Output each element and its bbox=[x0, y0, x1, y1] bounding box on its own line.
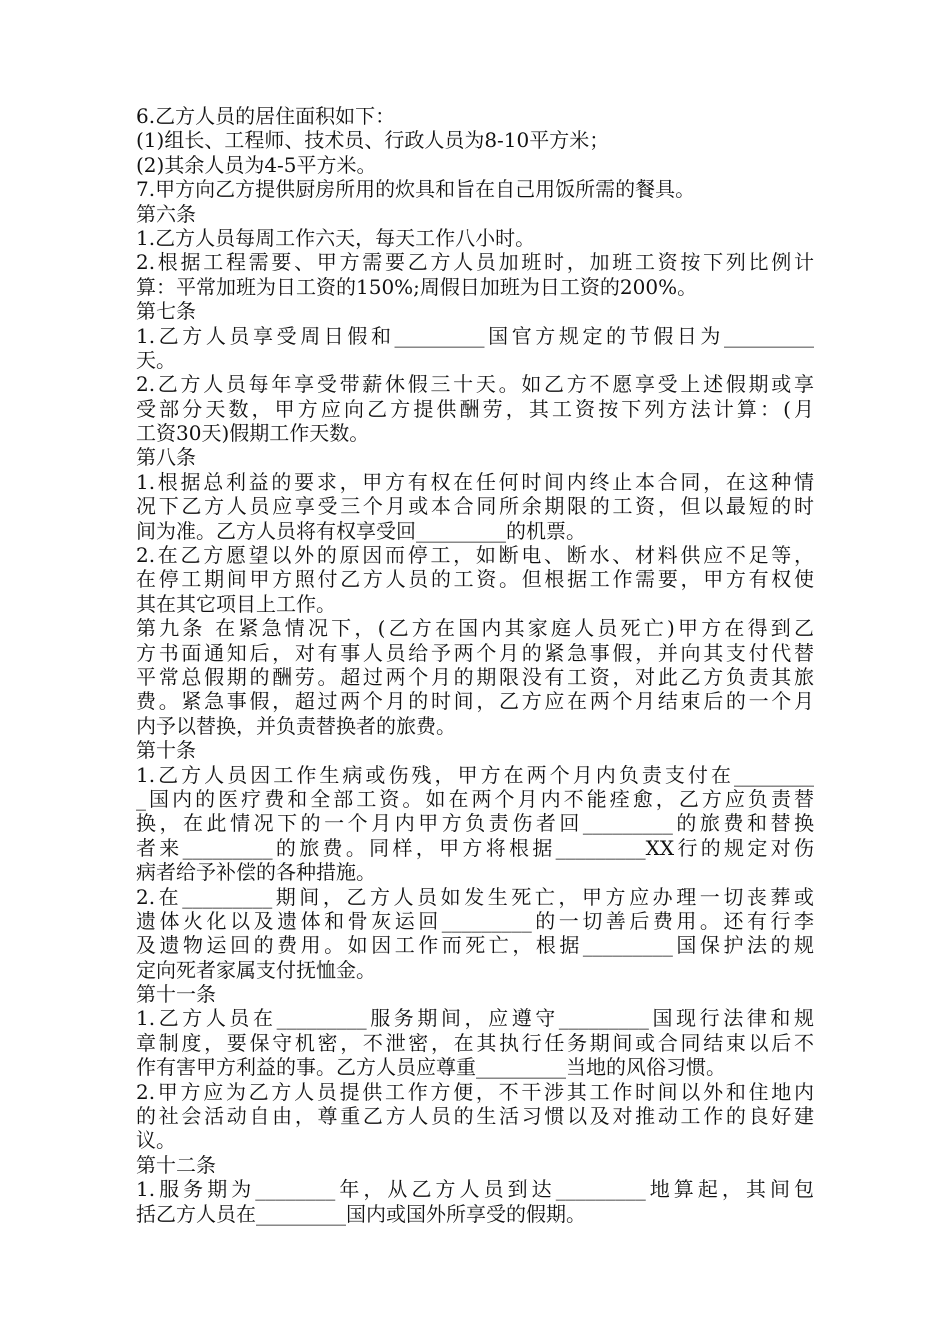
text-line: (1)组长、工程师、技术员、行政人员为8-10平方米； bbox=[136, 128, 610, 153]
document-body bbox=[136, 104, 814, 1226]
text-line: (2)其余人员为4-5平方米。 bbox=[136, 152, 377, 177]
text-line: 2.在乙方愿望以外的原因而停工，如断电、断水、材料供应不足等， bbox=[136, 543, 814, 568]
text-line: 章制度，要保守机密，不泄密，在其执行任务期间或合同结束以后不 bbox=[136, 1030, 814, 1055]
text-line: 费。紧急事假，超过两个月的时间，乙方应在两个月结束后的一个月 bbox=[136, 689, 814, 714]
text-line: 2.在_________期间，乙方人员如发生死亡，甲方应办理一切丧葬或 bbox=[136, 884, 814, 909]
text-line: 换，在此情况下的一个月内甲方负责伤者回_________的旅费和替换 bbox=[136, 811, 814, 836]
text-line: 作有害甲方利益的事。乙方人员应尊重_________当地的风俗习惯。 bbox=[136, 1055, 726, 1080]
text-line: 间为准。乙方人员将有权享受回_________的机票。 bbox=[136, 518, 586, 543]
text-line: 2.乙方人员每年享受带薪休假三十天。如乙方不愿享受上述假期或享 bbox=[136, 372, 814, 397]
text-line: 及遗物运回的费用。如因工作而死亡，根据_________国保护法的规 bbox=[136, 933, 814, 958]
text-line: 的社会活动自由，尊重乙方人员的生活习惯以及对推动工作的良好建 bbox=[136, 1104, 814, 1129]
text-line: 第七条 bbox=[136, 299, 196, 324]
text-line: 病者给予补偿的各种措施。 bbox=[136, 860, 376, 885]
text-line: 1.根据总利益的要求，甲方有权在任何时间内终止本合同，在这种情 bbox=[136, 469, 814, 494]
text-line: 1.乙方人员因工作生病或伤残，甲方在两个月内负责支付在________ bbox=[136, 762, 814, 787]
text-line: 括乙方人员在_________国内或国外所享受的假期。 bbox=[136, 1201, 586, 1226]
text-line: 内予以替换，并负责替换者的旅费。 bbox=[136, 713, 456, 738]
text-line: 定向死者家属支付抚恤金。 bbox=[136, 957, 376, 982]
text-line: 2.根据工程需要、甲方需要乙方人员加班时，加班工资按下列比例计 bbox=[136, 250, 814, 275]
text-line: 况下乙方人员应享受三个月或本合同所余期限的工资，但以最短的时 bbox=[136, 494, 814, 519]
text-line: 其在其它项目上工作。 bbox=[136, 591, 336, 616]
text-line: 7.甲方向乙方提供厨房所用的炊具和旨在自己用饭所需的餐具。 bbox=[136, 177, 696, 202]
text-line: 工资30天)假期工作天数。 bbox=[136, 421, 370, 446]
text-line: 算：平常加班为日工资的150%;周假日加班为日工资的200%。 bbox=[136, 274, 698, 299]
text-line: 第十一条 bbox=[136, 982, 216, 1007]
text-line: 遗体火化以及遗体和骨灰运回_________的一切善后费用。还有行李 bbox=[136, 908, 814, 933]
text-line: 第八条 bbox=[136, 445, 196, 470]
text-line: 天。 bbox=[136, 347, 176, 372]
text-line: 2.甲方应为乙方人员提供工作方便，不干涉其工作时间以外和住地内 bbox=[136, 1079, 814, 1104]
text-line: 第十条 bbox=[136, 738, 196, 763]
text-line: 平常总假期的酬劳。超过两个月的期限没有工资，对此乙方负责其旅 bbox=[136, 664, 814, 689]
text-line: 1.乙方人员每周工作六天，每天工作八小时。 bbox=[136, 225, 536, 250]
text-line: _国内的医疗费和全部工资。如在两个月内不能痊愈，乙方应负责替 bbox=[136, 786, 814, 811]
text-line: 受部分天数，甲方应向乙方提供酬劳，其工资按下列方法计算：(月 bbox=[136, 396, 814, 421]
text-line: 1.服务期为________年，从乙方人员到达_________地算起，其间包 bbox=[136, 1177, 814, 1202]
text-line: 者来_________的旅费。同样，甲方将根据_________XX行的规定对伤 bbox=[136, 835, 814, 860]
text-line: 在停工期间甲方照付乙方人员的工资。但根据工作需要，甲方有权使 bbox=[136, 567, 814, 592]
text-line: 议。 bbox=[136, 1128, 176, 1153]
text-line: 1.乙方人员在_________服务期间，应遵守_________国现行法律和规 bbox=[136, 1006, 814, 1031]
text-line: 第九条 在紧急情况下，(乙方在国内其家庭人员死亡)甲方在得到乙 bbox=[136, 616, 814, 641]
text-line: 6.乙方人员的居住面积如下： bbox=[136, 104, 396, 128]
text-line: 方书面通知后，对有事人员给予两个月的紧急事假，并向其支付代替 bbox=[136, 640, 814, 665]
text-line: 1.乙方人员享受周日假和_________国官方规定的节假日为_________ bbox=[136, 323, 814, 348]
text-line: 第六条 bbox=[136, 201, 196, 226]
text-line: 第十二条 bbox=[136, 1152, 216, 1177]
